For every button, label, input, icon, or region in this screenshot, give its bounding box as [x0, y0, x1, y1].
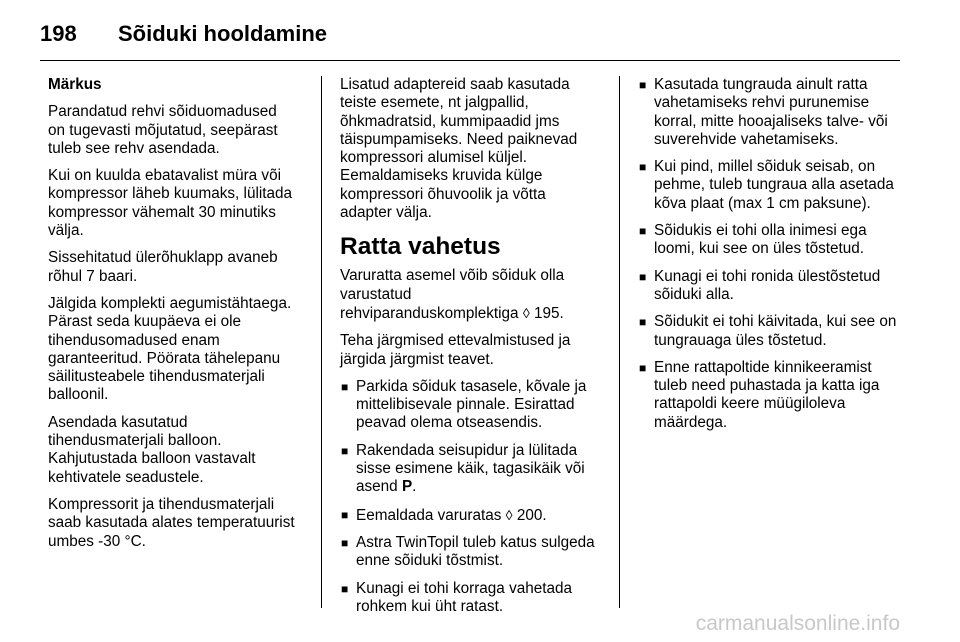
bullet-icon: ■: [639, 269, 647, 284]
paragraph: Kompressorit ja tihendusmaterjali saab kasutada alates temperatuurist umbes -30 °C.: [48, 495, 295, 550]
paragraph: Varuratta asemel võib sõiduk olla varustatud rehviparanduskomplektiga ◊ 195.: [340, 267, 565, 322]
section-title: Ratta vahetus: [340, 233, 501, 261]
column-3: [638, 76, 906, 441]
bullet-icon: ■: [341, 379, 349, 394]
chapter-title: Sõiduki hooldamine: [118, 21, 328, 46]
header-rule: [40, 60, 900, 61]
list-item: ■ Kasutada tungrauda ainult ratta vahetamiseks rehvi purunemise korral, mitte hooajaliseks talve- või suverehvide vahetamiseks.: [639, 76, 888, 148]
page-header: [40, 14, 900, 54]
reference-arrow-icon: ◊: [505, 506, 513, 523]
page-reference[interactable]: 200.: [516, 506, 547, 524]
list-item: ■ Parkida sõiduk tasasele, kõvale ja mittelibisevale pinnale. Esirattad peavad olema otseasendis.: [341, 377, 587, 432]
list-item: ■ Sõidukit ei tohi käivitada, kui see on tungrauaga üles tõstetud.: [639, 313, 897, 349]
paragraph: Jälgida komplekti aegumistähtaega. Pärast seda kuupäeva ei ole tihendusomadused enam garanteeritud. Pöörata tähelepanu säilitusteabele tihendusmaterjali balloonil.: [48, 294, 292, 404]
column-2: [340, 76, 605, 625]
bullet-icon: ■: [341, 535, 349, 550]
paragraph: Lisatud adaptereid saab kasutada teiste esemete, nt jalgpallid, õhkmadratsid, kummipaadid jms täispumpamiseks. Need paiknevad kompressori alumisel küljel. Eemaldamiseks kruvida külge kompressori õhuvoolik ja võtta adapter välja.: [340, 76, 578, 222]
column-divider: [619, 76, 620, 608]
paragraph: Asendada kasutatud tihendusmaterjali balloon. Kahjutustada balloon vastavalt kehtivatele seadustele.: [48, 413, 256, 486]
bullet-icon: ■: [639, 360, 647, 375]
list-item: ■ Rakendada seisupidur ja lülitada sisse esimene käik, tagasikäik või asend P.: [341, 441, 585, 496]
note-label: Märkus: [48, 76, 102, 93]
bullet-list: [340, 378, 605, 616]
bullet-icon: ■: [639, 224, 647, 239]
list-item: ■ Enne rattapoltide kinnikeeramist tuleb need puhastada ja katta iga rattapoldi keere müügiloleva määrdega.: [639, 358, 880, 431]
list-item: ■ Kunagi ei tohi korraga vahetada rohkem kui üht ratast.: [341, 579, 573, 615]
paragraph: Teha järgmised ettevalmistused ja järgida järgmist teavet.: [340, 332, 571, 368]
page-number: 198: [40, 21, 77, 46]
column-divider: [321, 76, 322, 608]
bullet-list: [638, 76, 906, 432]
list-item: ■ Astra TwinTopil tuleb katus sulgeda enne sõiduki tõstmist.: [341, 533, 595, 570]
list-item: ■ Kui pind, millel sõiduk seisab, on pehme, tuleb tungraua alla asetada kõva plaat (max 1 cm paksune).: [639, 158, 894, 212]
gear-position-label: P: [401, 478, 413, 496]
page-reference[interactable]: 195.: [534, 304, 564, 322]
paragraph: Kui on kuulda ebatavalist müra või kompressor läheb kuumaks, lülitada kompressor vähemalt 30 minutiks välja.: [48, 167, 293, 240]
paragraph: Sissehitatud ülerõhuklapp avaneb rõhul 7 baari.: [48, 249, 278, 285]
watermark: carmanualsonline.info: [695, 612, 900, 635]
bullet-icon: ■: [341, 507, 349, 522]
bullet-icon: ■: [341, 581, 349, 596]
list-item: ■ Eemaldada varuratas ◊ 200.: [341, 506, 547, 524]
bullet-icon: ■: [639, 160, 647, 175]
bullet-icon: ■: [639, 315, 647, 330]
bullet-icon: ■: [341, 443, 349, 458]
reference-arrow-icon: ◊: [522, 304, 530, 321]
list-item: ■ Sõidukis ei tohi olla inimesi ega loomi, kui see on üles tõstetud.: [639, 222, 867, 258]
list-item: ■ Kunagi ei tohi ronida ülestõstetud sõiduki alla.: [639, 267, 881, 303]
paragraph: Parandatud rehvi sõiduomadused on tugevasti mõjutatud, seepärast tuleb see rehv asendada.: [48, 103, 278, 157]
bullet-icon: ■: [639, 78, 647, 92]
column-1: [48, 76, 310, 560]
